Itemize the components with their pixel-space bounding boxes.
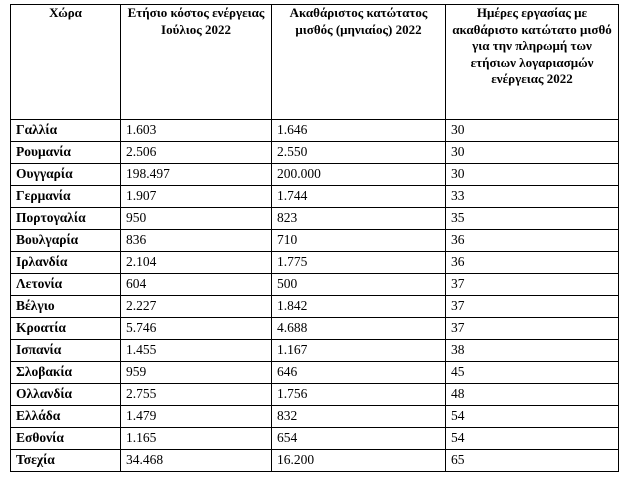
table-row [11, 318, 619, 340]
cell-energy-cost: 1.907 [121, 186, 272, 208]
cell-work-days: 37 [446, 296, 619, 318]
cell-min-wage: 710 [272, 230, 446, 252]
cell-energy-cost: 1.479 [121, 406, 272, 428]
cell-min-wage: 500 [272, 274, 446, 296]
energy-cost-table-container [10, 4, 619, 472]
header-energy-cost: Ετήσιο κόστος ενέργειας Ιούλιος 2022 [121, 5, 272, 120]
header-min-wage: Ακαθάριστος κατώτατος μισθός (μηνιαίος) 2022 [272, 5, 446, 120]
cell-country: Τσεχία [11, 450, 121, 472]
cell-energy-cost: 1.455 [121, 340, 272, 362]
cell-work-days: 35 [446, 208, 619, 230]
table-row [11, 406, 619, 428]
cell-energy-cost: 950 [121, 208, 272, 230]
cell-energy-cost: 959 [121, 362, 272, 384]
energy-cost-table [10, 4, 619, 472]
cell-energy-cost: 1.603 [121, 120, 272, 142]
cell-country: Ρουμανία [11, 142, 121, 164]
table-header [11, 5, 619, 120]
cell-min-wage: 1.167 [272, 340, 446, 362]
cell-work-days: 33 [446, 186, 619, 208]
table-row [11, 120, 619, 142]
cell-work-days: 65 [446, 450, 619, 472]
cell-country: Σλοβακία [11, 362, 121, 384]
cell-work-days: 38 [446, 340, 619, 362]
cell-min-wage: 1.775 [272, 252, 446, 274]
cell-min-wage: 832 [272, 406, 446, 428]
cell-energy-cost: 2.755 [121, 384, 272, 406]
table-row [11, 274, 619, 296]
table-row [11, 186, 619, 208]
cell-work-days: 30 [446, 142, 619, 164]
cell-min-wage: 1.744 [272, 186, 446, 208]
cell-energy-cost: 836 [121, 230, 272, 252]
cell-country: Λετονία [11, 274, 121, 296]
header-work-days: Ημέρες εργασίας με ακαθάριστο κατώτατο μισθό για την πληρωμή των ετήσιων λογαριασμών ενέργειας 2022 [446, 5, 619, 120]
cell-work-days: 37 [446, 274, 619, 296]
cell-work-days: 36 [446, 230, 619, 252]
table-row [11, 252, 619, 274]
cell-work-days: 48 [446, 384, 619, 406]
cell-min-wage: 1.646 [272, 120, 446, 142]
header-country: Χώρα [11, 5, 121, 120]
cell-min-wage: 16.200 [272, 450, 446, 472]
table-row [11, 230, 619, 252]
cell-min-wage: 1.842 [272, 296, 446, 318]
cell-min-wage: 646 [272, 362, 446, 384]
table-row [11, 428, 619, 450]
table-row [11, 384, 619, 406]
cell-country: Ουγγαρία [11, 164, 121, 186]
cell-country: Βέλγιο [11, 296, 121, 318]
table-row [11, 340, 619, 362]
cell-energy-cost: 5.746 [121, 318, 272, 340]
cell-country: Εσθονία [11, 428, 121, 450]
cell-country: Ελλάδα [11, 406, 121, 428]
cell-energy-cost: 34.468 [121, 450, 272, 472]
cell-country: Γαλλία [11, 120, 121, 142]
table-row [11, 362, 619, 384]
cell-min-wage: 200.000 [272, 164, 446, 186]
cell-country: Ισπανία [11, 340, 121, 362]
cell-min-wage: 2.550 [272, 142, 446, 164]
cell-energy-cost: 2.227 [121, 296, 272, 318]
cell-min-wage: 823 [272, 208, 446, 230]
table-row [11, 142, 619, 164]
cell-energy-cost: 198.497 [121, 164, 272, 186]
cell-work-days: 54 [446, 406, 619, 428]
cell-work-days: 36 [446, 252, 619, 274]
table-row [11, 208, 619, 230]
cell-work-days: 30 [446, 120, 619, 142]
cell-energy-cost: 1.165 [121, 428, 272, 450]
cell-min-wage: 654 [272, 428, 446, 450]
cell-country: Πορτογαλία [11, 208, 121, 230]
cell-country: Κροατία [11, 318, 121, 340]
table-body [11, 120, 619, 472]
cell-work-days: 54 [446, 428, 619, 450]
cell-country: Ιρλανδία [11, 252, 121, 274]
cell-min-wage: 1.756 [272, 384, 446, 406]
table-row [11, 164, 619, 186]
header-row [11, 5, 619, 120]
cell-min-wage: 4.688 [272, 318, 446, 340]
cell-work-days: 45 [446, 362, 619, 384]
cell-country: Γερμανία [11, 186, 121, 208]
cell-country: Ολλανδία [11, 384, 121, 406]
cell-energy-cost: 2.104 [121, 252, 272, 274]
cell-work-days: 30 [446, 164, 619, 186]
cell-country: Βουλγαρία [11, 230, 121, 252]
cell-energy-cost: 2.506 [121, 142, 272, 164]
cell-work-days: 37 [446, 318, 619, 340]
table-row [11, 450, 619, 472]
cell-energy-cost: 604 [121, 274, 272, 296]
table-row [11, 296, 619, 318]
